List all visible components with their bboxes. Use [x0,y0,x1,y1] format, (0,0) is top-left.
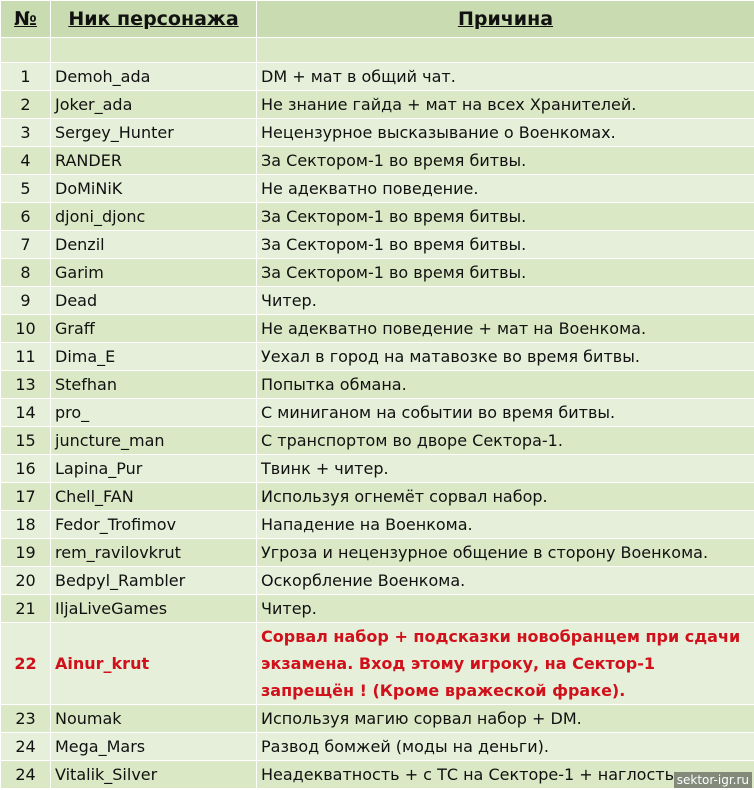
header-num: № [1,1,51,38]
row-number: 3 [1,119,51,147]
player-nick: Sergey_Hunter [51,119,257,147]
ban-reason: Используя огнемёт сорвал набор. [257,483,754,511]
row-number: 14 [1,399,51,427]
player-nick: Fedor_Trofimov [51,511,257,539]
row-number: 21 [1,595,51,623]
player-nick: Ainur_krut [51,623,257,705]
row-number: 8 [1,259,51,287]
ban-reason: Оскорбление Военкома. [257,567,754,595]
table-row [1,343,754,371]
table-row [1,705,754,733]
player-nick: Mega_Mars [51,733,257,761]
ban-reason: Используя магию сорвал набор + DM. [257,705,754,733]
ban-reason: За Сектором-1 во время битвы. [257,231,754,259]
ban-reason: Не знание гайда + мат на всех Хранителей. [257,91,754,119]
table-row [1,539,754,567]
row-number: 17 [1,483,51,511]
table-row [1,175,754,203]
player-nick: djoni_djonc [51,203,257,231]
table-row [1,483,754,511]
ban-reason: Уехал в город на матавозке во время битвы. [257,343,754,371]
table-row [1,567,754,595]
player-nick: Noumak [51,705,257,733]
player-nick: Graff [51,315,257,343]
row-number: 11 [1,343,51,371]
table-row [1,231,754,259]
ban-reason: За Сектором-1 во время битвы. [257,147,754,175]
player-nick: DoMiNiK [51,175,257,203]
row-number: 19 [1,539,51,567]
table-row [1,63,754,91]
row-number: 10 [1,315,51,343]
player-nick: RANDER [51,147,257,175]
table-row [1,733,754,761]
ban-reason: За Сектором-1 во время битвы. [257,259,754,287]
table-row [1,119,754,147]
player-nick: Dead [51,287,257,315]
player-nick: Dima_E [51,343,257,371]
table-row [1,371,754,399]
empty-row [1,38,754,63]
row-number: 9 [1,287,51,315]
ban-reason: Сорвал набор + подсказки новобранцем при сдачи экзамена. Вход этому игроку, на Сектор-1 запрещён ! (Кроме вражеской фраке). [257,623,754,705]
player-nick: rem_ravilovkrut [51,539,257,567]
ban-reason: Твинк + читер. [257,455,754,483]
row-number: 16 [1,455,51,483]
row-number: 18 [1,511,51,539]
player-nick: Denzil [51,231,257,259]
row-number: 15 [1,427,51,455]
ban-reason: Нецензурное высказывание о Военкомах. [257,119,754,147]
table-row [1,203,754,231]
table-row [1,761,754,789]
site-watermark: sektor-igr.ru [674,772,752,788]
row-number: 13 [1,371,51,399]
player-nick: Chell_FAN [51,483,257,511]
player-nick: Vitalik_Silver [51,761,257,789]
row-number: 5 [1,175,51,203]
ban-reason: Нападение на Военкома. [257,511,754,539]
player-nick: Stefhan [51,371,257,399]
player-nick: Demoh_ada [51,63,257,91]
row-number: 1 [1,63,51,91]
table-row [1,399,754,427]
table-row [1,427,754,455]
ban-reason: Попытка обмана. [257,371,754,399]
row-number: 7 [1,231,51,259]
ban-reason: Не адекватно поведение. [257,175,754,203]
ban-reason: Неадекватность + с ТС на Секторе-1 + наглость [257,761,754,789]
header-row [1,1,754,38]
row-number: 22 [1,623,51,705]
player-nick: Bedpyl_Rambler [51,567,257,595]
table-row [1,287,754,315]
ban-reason: Развод бомжей (моды на деньги). [257,733,754,761]
row-number: 20 [1,567,51,595]
row-number: 23 [1,705,51,733]
player-nick: juncture_man [51,427,257,455]
table-row [1,315,754,343]
ban-reason: DM + мат в общий чат. [257,63,754,91]
table-row [1,147,754,175]
player-nick: pro_ [51,399,257,427]
player-nick: Garim [51,259,257,287]
ban-reason: Угроза и нецензурное общение в сторону Военкома. [257,539,754,567]
ban-reason: С миниганом на событии во время битвы. [257,399,754,427]
ban-reason: Читер. [257,287,754,315]
header-nick: Ник персонажа [51,1,257,38]
ban-reason: Читер. [257,595,754,623]
ban-reason: Не адекватно поведение + мат на Военкома. [257,315,754,343]
player-nick: Joker_ada [51,91,257,119]
row-number: 24 [1,733,51,761]
ban-reason: За Сектором-1 во время битвы. [257,203,754,231]
row-number: 6 [1,203,51,231]
table-row [1,91,754,119]
row-number: 4 [1,147,51,175]
row-number: 2 [1,91,51,119]
player-nick: IljaLiveGames [51,595,257,623]
table-row [1,623,754,705]
table-row [1,511,754,539]
player-nick: Lapina_Pur [51,455,257,483]
table-row [1,595,754,623]
row-number: 24 [1,761,51,789]
table-row [1,259,754,287]
header-reason: Причина [257,1,754,38]
table-row [1,455,754,483]
ban-reason: С транспортом во дворе Сектора-1. [257,427,754,455]
